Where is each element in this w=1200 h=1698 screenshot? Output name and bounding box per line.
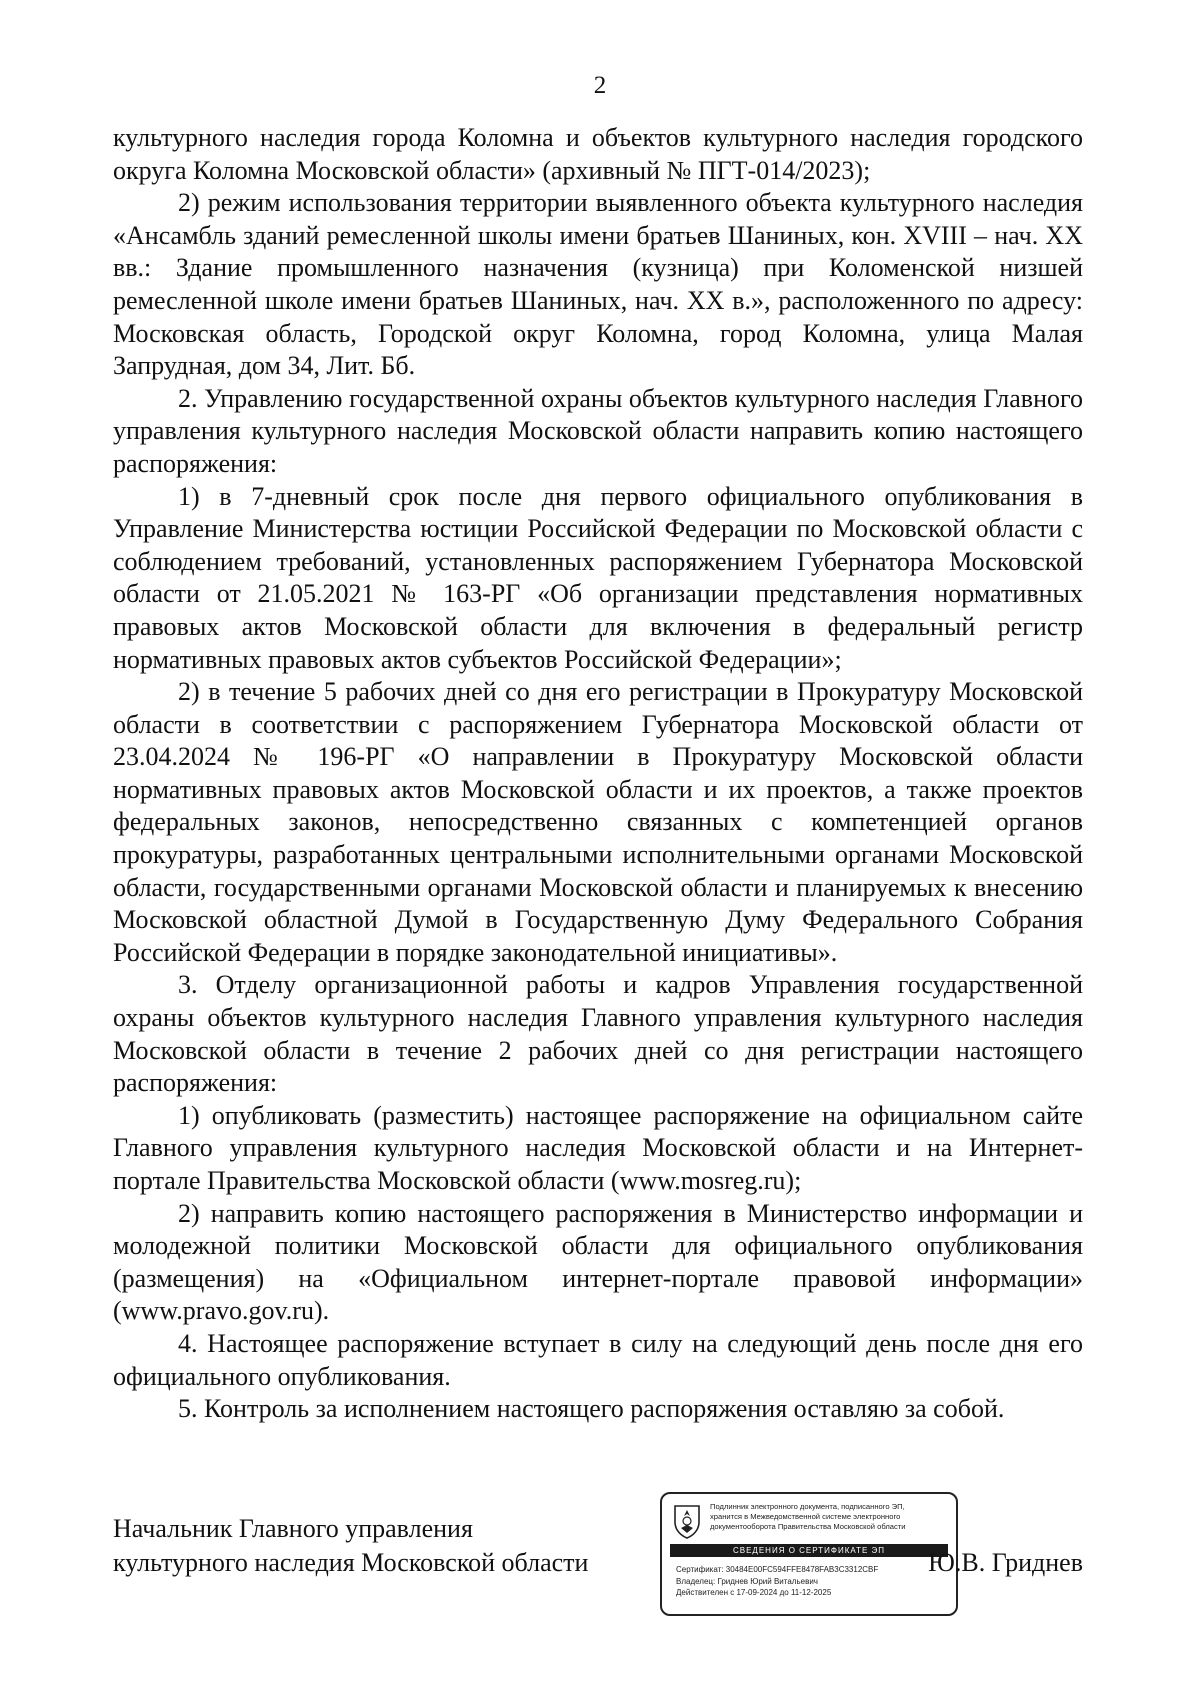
- stamp-certificate-header: СВЕДЕНИЯ О СЕРТИФИКАТЕ ЭП: [670, 1544, 948, 1557]
- coat-of-arms-icon: [672, 1502, 702, 1540]
- stamp-note-line-3: документооборота Правительства Московской области: [710, 1522, 906, 1531]
- stamp-certificate-details: [676, 1564, 948, 1599]
- stamp-note: [710, 1502, 952, 1532]
- paragraph: 1) в 7-дневный срок после дня первого официального опубликования в Управление Министерства юстиции Российской Федерации по Московской области с соблюдением требований, установленных распоряжением Губернатора Московской области от 21.05.2021 № 163-РГ «Об организации представления нормативных правовых актов Московской области для включения в федеральный регистр нормативных правовых актов субъектов Российской Федерации»;: [113, 481, 1083, 674]
- paragraph: 3. Отделу организационной работы и кадров Управления государственной охраны объектов культурного наследия Главного управления культурного наследия Московской области в течение 2 рабочих дней со дня регистрации настоящего распоряжения:: [113, 970, 1083, 1098]
- stamp-certificate-owner: Владелец: Гриднев Юрий Витальевич: [676, 1576, 818, 1586]
- signatory-title: [113, 1512, 588, 1580]
- paragraph: культурного наследия города Коломна и объектов культурного наследия городского округа Коломна Московской области» (архивный № ПГТ-014/2023);: [113, 123, 1083, 185]
- paragraph: 2) режим использования территории выявленного объекта культурного наследия «Ансамбль зданий ремесленной школы имени братьев Шаниных, кон. XVIII – нач. XX вв.: Здание промышленного назначения (кузница) при Коломенской низшей ремесленной школе имени братьев Шаниных, нач. XX в.», расположенного по адресу: Московская область, Городской округ Коломна, город Коломна, улица Малая Запрудная, дом 34, Лит. Бб.: [113, 188, 1083, 381]
- signatory-title-line-2: культурного наследия Московской области: [113, 1548, 589, 1577]
- stamp-note-line-2: хранится в Межведомственной системе электронного: [710, 1512, 901, 1521]
- paragraph: 2) направить копию настоящего распоряжения в Министерство информации и молодежной политики Московской области для официального опубликования (размещения) на «Официальном интернет-портале правовой информации» (www.pravo.gov.ru).: [113, 1198, 1083, 1326]
- signatory-name: Ю.В. Гриднев: [928, 1548, 1083, 1577]
- stamp-certificate-id: Сертификат: 30484E00FC594FFE8478FAB3C3312CBF: [676, 1565, 879, 1574]
- stamp-certificate-validity: Действителен с 17-09-2024 до 11-12-2025: [676, 1588, 832, 1597]
- document-body: [113, 122, 1083, 1426]
- signatory-title-line-1: Начальник Главного управления: [113, 1514, 473, 1543]
- paragraph: 5. Контроль за исполнением настоящего распоряжения оставляю за собой.: [178, 1394, 1005, 1424]
- page-number: 2: [593, 72, 607, 99]
- electronic-signature-stamp: [660, 1492, 958, 1616]
- paragraph: 4. Настоящее распоряжение вступает в силу на следующий день после дня его официального опубликования.: [113, 1328, 1083, 1391]
- paragraph: 2. Управлению государственной охраны объектов культурного наследия Главного управления культурного наследия Московской области направить копию настоящего распоряжения:: [113, 383, 1083, 478]
- stamp-note-line-1: Подлинник электронного документа, подписанного ЭП,: [710, 1502, 905, 1511]
- paragraph: 1) опубликовать (разместить) настоящее распоряжение на официальном сайте Главного управления культурного наследия Московской области и на Интернет-портале Правительства Московской области (www.mosreg.ru);: [113, 1100, 1083, 1195]
- paragraph: 2) в течение 5 рабочих дней со дня его регистрации в Прокуратуру Московской области в соответствии с распоряжением Губернатора Московской области от 23.04.2024 № 196-РГ «О направлении в Прокуратуру Московской области нормативных правовых актов Московской области и их проектов, а также проектов федеральных законов, непосредственно связанных с компетенцией органов прокуратуры, разработанных центральными исполнительными органами Московской области, государственными органами Московской области и планируемых к внесению Московской областной Думой в Государственную Думу Федерального Собрания Российской Федерации в порядке законодательной инициативы».: [113, 677, 1083, 967]
